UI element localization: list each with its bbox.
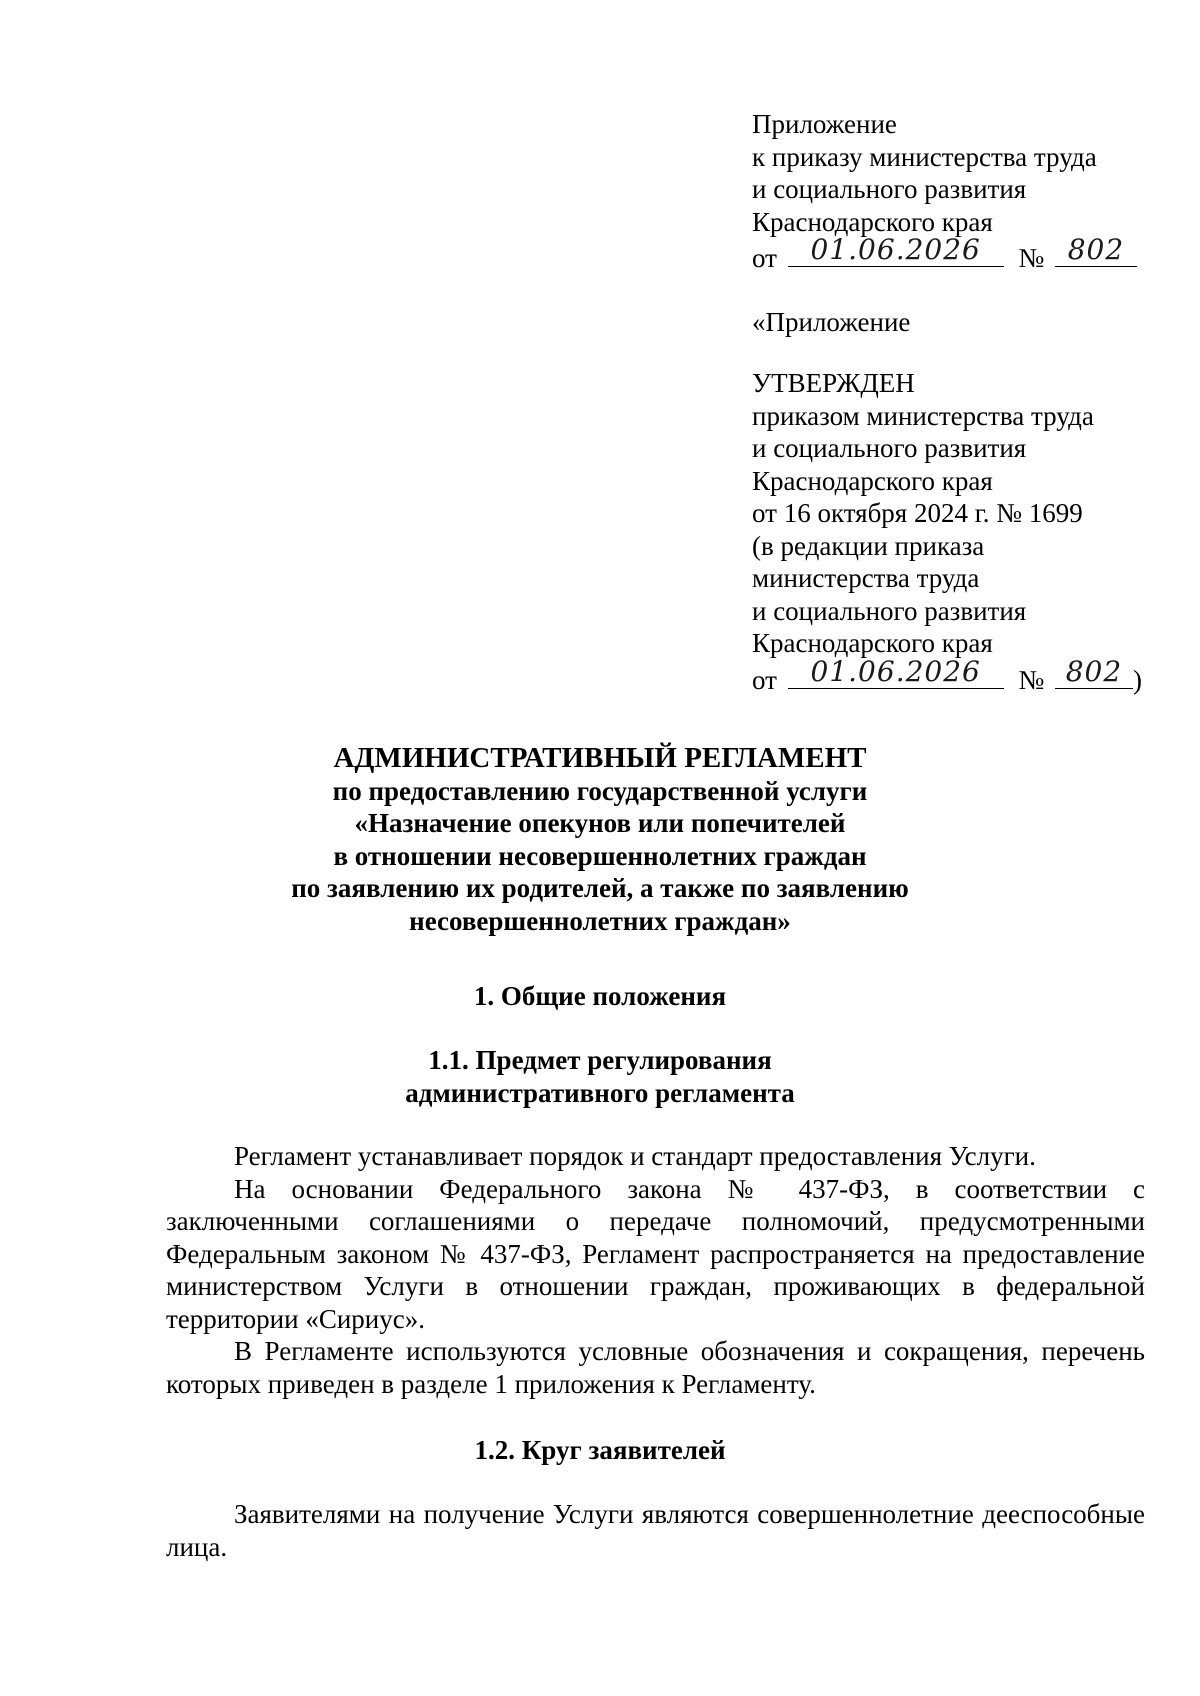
title-line: «Назначение опекунов или попечителей (354, 808, 846, 838)
header-line: Приложение (752, 109, 897, 139)
paragraph: На основании Федерального закона № 437-ФЗ, в соответствии с заключенными соглашениями о передаче полномочий, предусмотренными Федеральным законом № 437-ФЗ, Регламент распространяется на предоставление министерством Услуги в отношении граждан, проживающих в федеральной территории «Сириус». (166, 1173, 1145, 1334)
order-number-field (1055, 233, 1137, 267)
appendix-label-block (752, 306, 1172, 339)
amendment-number-field (1055, 654, 1133, 689)
handwritten-number: 802 (1065, 654, 1123, 688)
section-1-2-body (166, 1498, 1145, 1563)
header-line: Краснодарского края (752, 206, 993, 237)
order-date-field (788, 233, 1004, 267)
from-label: от (752, 243, 777, 273)
section-1-heading: 1. Общие положения (473, 981, 727, 1011)
section-1-1-body (166, 1140, 1145, 1400)
approval-line: приказом министерства труда (752, 400, 1094, 431)
approval-line: от 16 октября 2024 г. № 1699 (752, 498, 1083, 528)
from-label: от (752, 664, 777, 695)
approval-line: (в редакции приказа (752, 530, 985, 561)
appendix-label: «Приложение (752, 307, 911, 337)
subsection-heading (0, 1044, 1200, 1109)
header-line: и социального развития (752, 174, 1027, 204)
section-heading (0, 980, 1200, 1013)
approval-line: Краснодарского края (752, 628, 993, 658)
number-label: № (1018, 243, 1045, 273)
header-line: к приказу министерства труда (752, 141, 1097, 172)
handwritten-date: 01.06.2026 (810, 654, 981, 688)
approval-line: УТВЕРЖДЕН (752, 368, 915, 398)
approval-block (752, 367, 1172, 696)
title-line: по предоставлению государственной услуги (332, 775, 868, 806)
title-line: по заявлению их родителей, а также по заявлению (291, 873, 909, 903)
paragraph: Регламент устанавливает порядок и стандарт предоставления Услуги. (234, 1141, 1036, 1171)
approval-line: и социального развития (752, 433, 1027, 463)
subsection-heading (0, 1434, 1200, 1467)
paragraph: Заявителями на получение Услуги являются совершеннолетние дееспособные лица. (166, 1499, 1145, 1562)
order-date-number-line (752, 233, 1172, 275)
title-main: АДМИНИСТРАТИВНЫЙ РЕГЛАМЕНТ (333, 742, 867, 774)
approval-line: министерства труда (752, 563, 980, 593)
paragraph: В Регламенте используются условные обозначения и сокращения, перечень которых приведен в разделе 1 приложения к Регламенту. (166, 1336, 1145, 1399)
handwritten-number: 802 (1067, 233, 1125, 266)
section-1-1-heading-line: 1.1. Предмет регулирования (428, 1045, 772, 1075)
approval-line: Краснодарского края (752, 465, 993, 496)
amendment-date-number-line (752, 654, 1172, 697)
title-line: в отношении несовершеннолетних граждан (333, 840, 867, 871)
approval-line: и социального развития (752, 595, 1027, 626)
section-1-1-heading-line: административного регламента (405, 1077, 795, 1108)
closing-paren: ) (1132, 664, 1142, 695)
title-line: несовершеннолетних граждан» (409, 905, 791, 936)
handwritten-date: 01.06.2026 (810, 233, 981, 266)
number-label: № (1018, 664, 1045, 695)
section-1-2-heading: 1.2. Круг заявителей (474, 1435, 726, 1465)
attachment-header (752, 108, 1172, 275)
amendment-date-field (788, 654, 1004, 689)
document-title (0, 742, 1200, 937)
